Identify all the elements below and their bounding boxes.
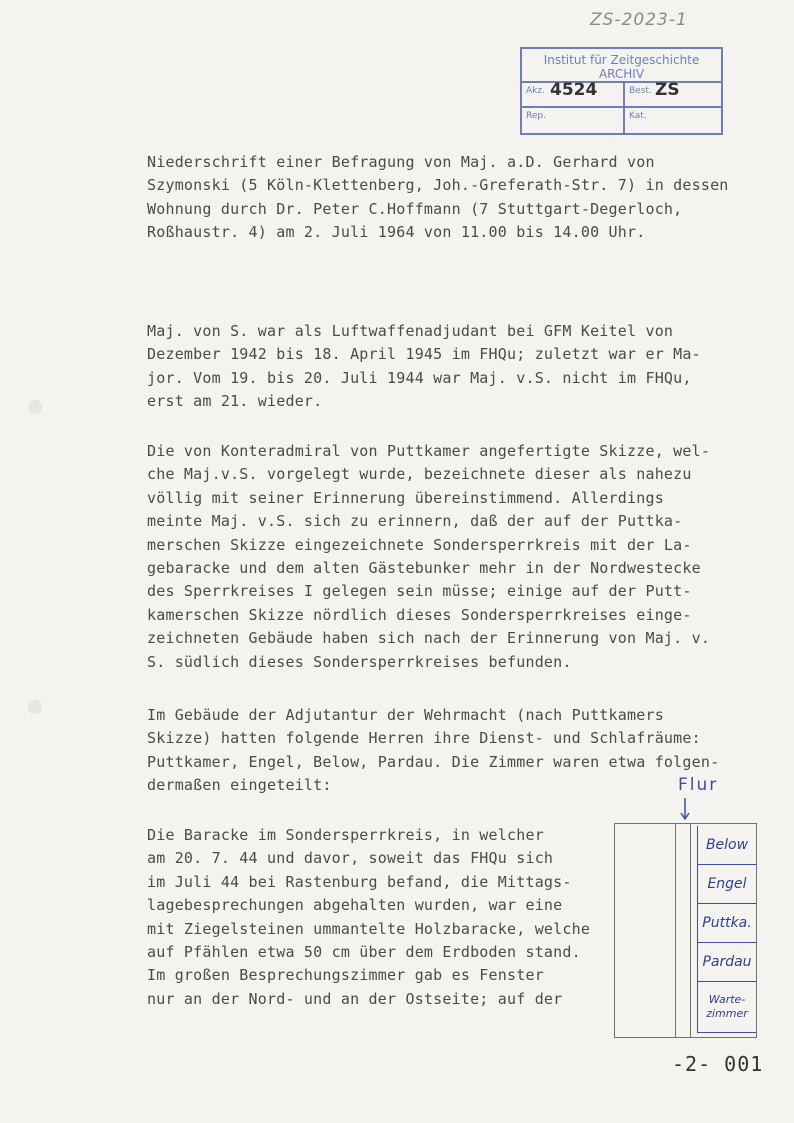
- stamp-akz-label: Akz.: [526, 86, 545, 96]
- corridor-wall: [675, 824, 676, 1037]
- stamp-akz-value: 4524: [550, 80, 598, 100]
- arrow-down-icon: [680, 798, 690, 820]
- punch-hole: [28, 700, 42, 714]
- archive-mark: ZS-2023-1: [590, 10, 688, 30]
- stamp-rep-label: Rep.: [526, 111, 546, 121]
- archive-stamp: [520, 47, 723, 135]
- stamp-best-label: Best.: [629, 86, 652, 96]
- room-sketch: [614, 823, 757, 1038]
- paragraph-2: Die von Konteradmiral von Puttkamer angefertigte Skizze, wel- che Maj.v.S. vorgelegt wurde, bezeichnete dieser als nahezu völlig mit seiner Erinnerung übereinstimmend. Allerdings meinte Maj. v.S. sich zu erinnern, daß der auf der Puttka- merschen Skizze eingezeichnete Sondersperrkreis mit der La- gebaracke und dem alten Gästebunker mehr in der Nordwestecke des Sperrkreises I gelegen sein müsse; einige auf der Putt- kamerschen Skizze nördlich dieses Sondersperrkreises einge- zeichneten Gebäude haben sich nach der Erinnerung von Maj. v. S. südlich dieses Sondersperrkreises befunden.: [147, 442, 711, 671]
- room-engel: Engel: [698, 865, 756, 904]
- room-wartezimmer: Warte-zimmer: [698, 982, 756, 1033]
- room-list: [697, 826, 756, 1033]
- corridor-wall: [690, 824, 691, 1037]
- paragraph-1: Maj. von S. war als Luftwaffenadjudant bei GFM Keitel von Dezember 1942 bis 18. April 1945 im FHQu; zuletzt war er Ma- jor. Vom 19. bis 20. Juli 1944 war Maj. v.S. nicht im FHQu, erst am 21. wieder.: [147, 322, 701, 411]
- stamp-kat-label: Kat.: [629, 111, 647, 121]
- sketch-corridor-label: Flur: [678, 775, 719, 795]
- page-number: -2- 001: [672, 1052, 764, 1076]
- room-pardau: Pardau: [698, 943, 756, 982]
- paragraph-header: Niederschrift einer Befragung von Maj. a.D. Gerhard von Szymonski (5 Köln-Klettenberg, Joh.-Greferath-Str. 7) in dessen Wohnung durch Dr. Peter C.Hoffmann (7 Stuttgart-Degerloch, Roßhaustr. 4) am 2. Juli 1964 von 11.00 bis 14.00 Uhr.: [147, 153, 729, 242]
- room-below: Below: [698, 826, 756, 865]
- paragraph-3: Im Gebäude der Adjutantur der Wehrmacht (nach Puttkamers Skizze) hatten folgende Herren ihre Dienst- und Schlafräume: Puttkamer, Engel, Below, Pardau. Die Zimmer waren etwa folgen- dermaßen eingeteilt:: [147, 706, 720, 795]
- stamp-best-value: ZS: [655, 80, 680, 100]
- punch-hole: [28, 400, 42, 414]
- room-puttkamer: Puttka.: [698, 904, 756, 943]
- stamp-title: Institut für Zeitgeschichte ARCHIV: [522, 49, 721, 83]
- paragraph-4: Die Baracke im Sondersperrkreis, in welcher am 20. 7. 44 und davor, soweit das FHQu sich im Juli 44 bei Rastenburg befand, die Mittags- lagebesprechungen abgehalten wurden, war eine mit Ziegelsteinen ummantelte Holzbaracke, welche auf Pfählen etwa 50 cm über dem Erdboden stand. Im großen Besprechungszimmer gab es Fenster nur an der Nord- und an der Ostseite; auf der: [147, 826, 591, 1008]
